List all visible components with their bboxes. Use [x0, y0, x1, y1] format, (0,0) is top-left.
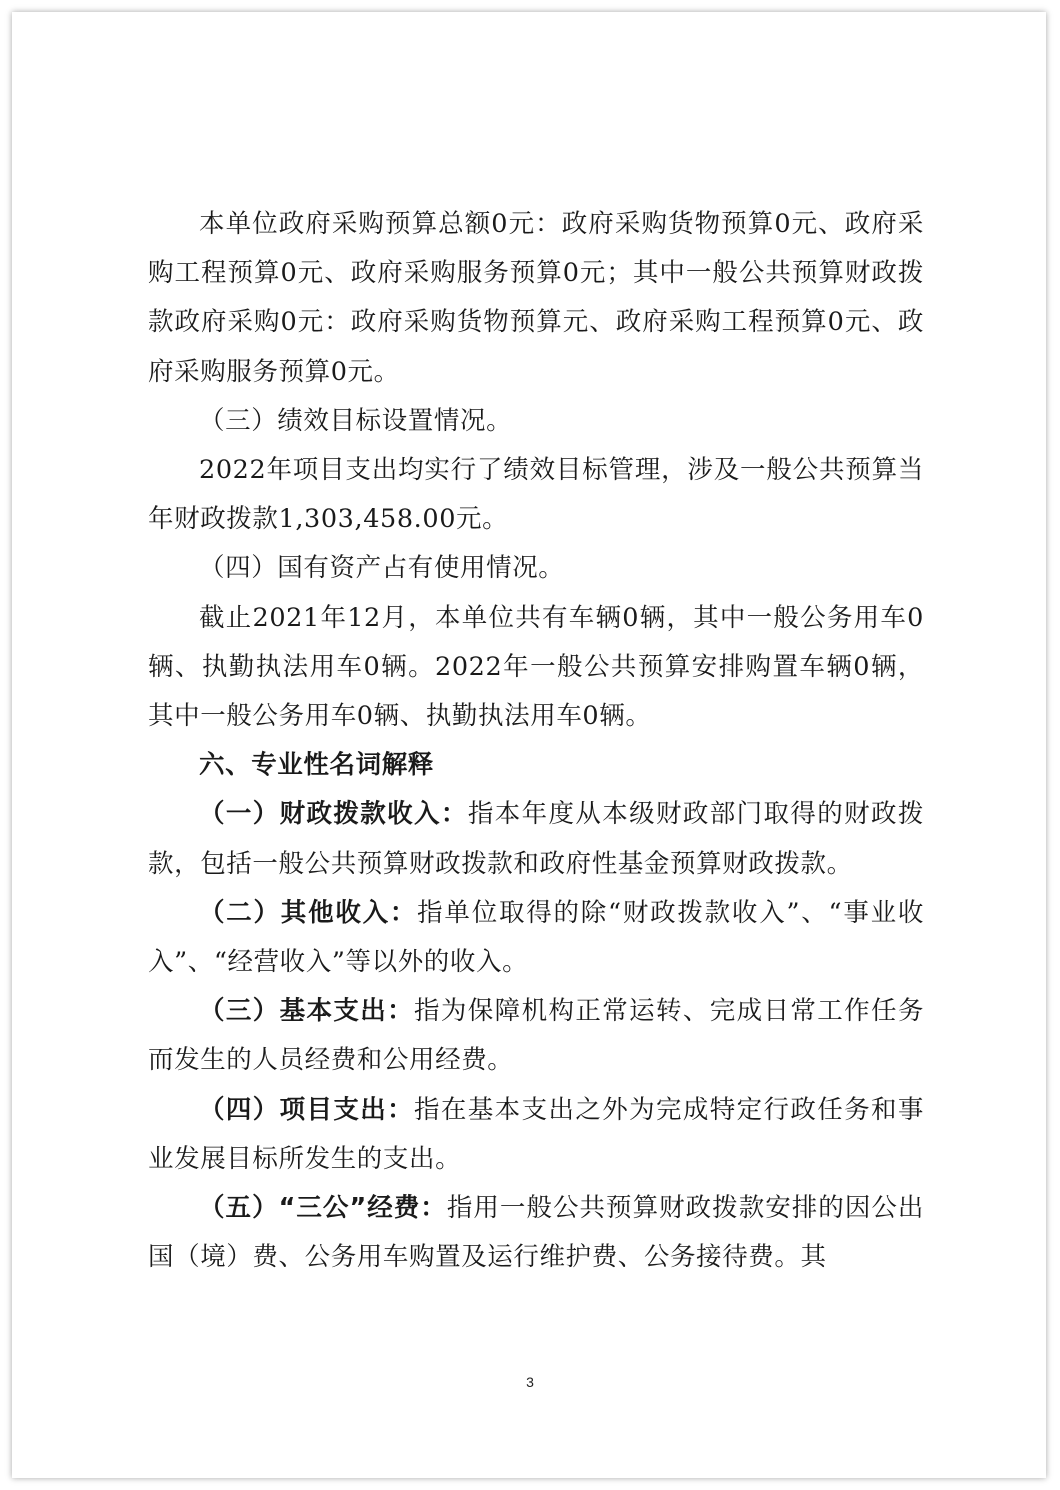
page-number: 3 [526, 1374, 534, 1390]
procurement-paragraph: 本单位政府采购预算总额0元：政府采购货物预算0元、政府采购工程预算0元、政府采购服务预算0元；其中一般公共预算财政拨款政府采购0元：政府采购货物预算元、政府采购工程预算0元、政府采购服务预算0元。 [148, 209, 924, 387]
glossary-item [148, 889, 924, 987]
glossary-heading: 六、专业性名词解释 [199, 750, 434, 781]
glossary-item [148, 790, 924, 888]
glossary-item [148, 987, 924, 1085]
section-3-title: （三）绩效目标设置情况。 [199, 405, 513, 436]
glossary-item [148, 1086, 924, 1184]
section-4-title: （四）国有资产占有使用情况。 [199, 553, 565, 584]
glossary-definition: 指用一般公共预算财政拨款安排的因公出国（境）费、公务用车购置及运行维护费、公务接待费。其 [148, 1193, 924, 1273]
document-body [148, 200, 924, 1282]
section-4-body: 截止2021年12月，本单位共有车辆0辆，其中一般公务用车0辆、执勤执法用车0辆。2022年一般公共预算安排购置车辆0辆，其中一般公务用车0辆、执勤执法用车0辆。 [148, 602, 924, 732]
glossary-definition: 指为保障机构正常运转、完成日常工作任务而发生的人员经费和公用经费。 [148, 996, 924, 1076]
glossary-term: （一）财政拨款收入： [199, 799, 468, 830]
glossary-definition: 指本年度从本级财政部门取得的财政拨款，包括一般公共预算财政拨款和政府性基金预算财政拨款。 [148, 799, 924, 879]
glossary-definition: 指在基本支出之外为完成特定行政任务和事业发展目标所发生的支出。 [148, 1094, 924, 1174]
glossary-term: （二）其他收入： [199, 897, 418, 928]
glossary-term: （四）项目支出： [199, 1094, 415, 1125]
glossary-item [148, 1184, 924, 1282]
glossary-term: （五）“三公”经费： [199, 1193, 447, 1224]
glossary-term: （三）基本支出： [199, 996, 415, 1027]
section-3-body: 2022年项目支出均实行了绩效目标管理，涉及一般公共预算当年财政拨款1,303,458.00元。 [148, 455, 924, 535]
glossary-definition: 指单位取得的除“财政拨款收入”、“事业收入”、“经营收入”等以外的收入。 [148, 897, 924, 978]
